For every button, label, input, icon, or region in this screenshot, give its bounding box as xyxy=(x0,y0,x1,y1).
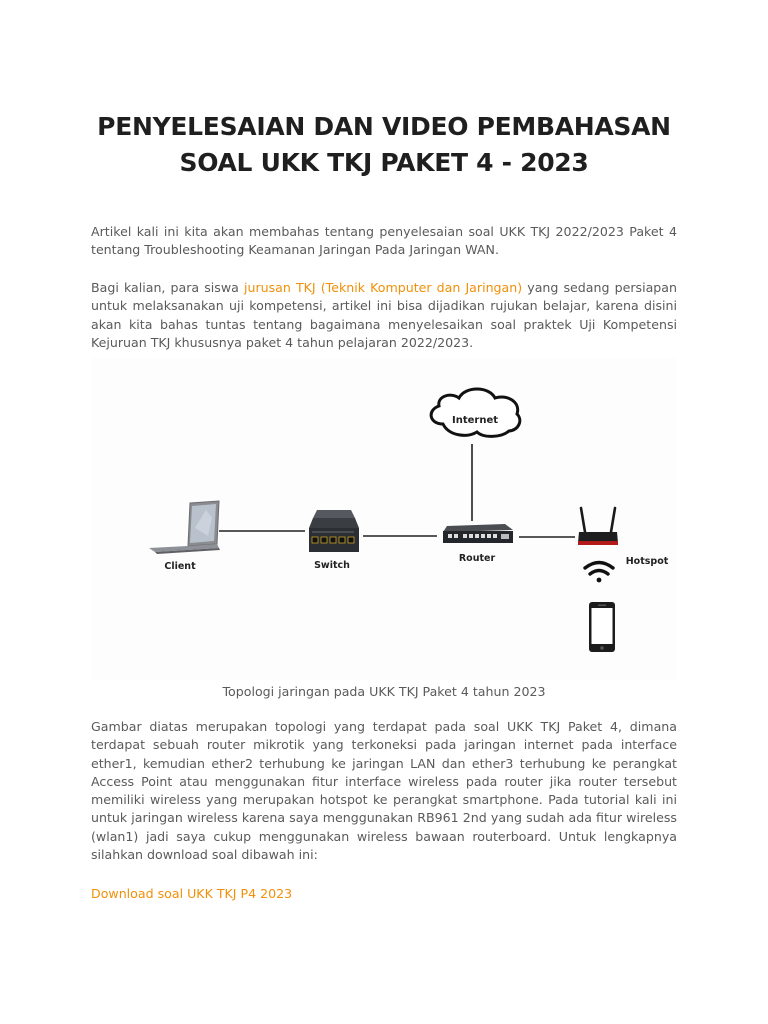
intro-paragraph: Artikel kali ini kita akan membahas tentang penyelesaian soal UKK TKJ 2022/2023 Paket 4 tentang Troubleshooting Keamanan Jaringan Pada Jaringan WAN. xyxy=(91,224,677,258)
router-label: Router xyxy=(458,553,496,564)
access-point-icon xyxy=(578,508,618,545)
router-icon xyxy=(443,524,513,543)
topology-figure xyxy=(91,358,677,680)
paragraph-text: Bagi kalian, para siswa xyxy=(91,280,244,295)
client-label: Client xyxy=(164,561,196,572)
title-line-2: SOAL UKK TKJ PAKET 4 - 2023 xyxy=(179,148,589,177)
download-link[interactable]: Download soal UKK TKJ P4 2023 xyxy=(91,886,293,901)
title-line-1: PENYELESAIAN DAN VIDEO PEMBAHASAN xyxy=(97,112,671,141)
smartphone-icon xyxy=(589,602,615,652)
explanation-paragraph: Gambar diatas merupakan topologi yang terdapat pada soal UKK TKJ Paket 4, dimana terdapat sebuah router mikrotik yang terkoneksi pada jaringan internet pada interface ether1, kemudian ether2 terhubung ke jaringan LAN dan ether3 terhubung ke perangkat Access Point atau menggunakan fitur interface wireless pada router jika router tersebut memiliki wireless yang merupakan hotspot ke perangkat smartphone. Pada tutorial kali ini untuk jaringan wireless karena saya menggunakan RB961 2nd yang sudah ada fitur wireless (wlan1) jadi saya cukup menggunakan wireless bawaan routerboard. Untuk lengkapnya silahkan download soal dibawah ini: xyxy=(91,719,677,863)
internet-label: Internet xyxy=(451,415,499,426)
cloud-icon xyxy=(431,389,520,436)
switch-label: Switch xyxy=(314,560,350,571)
topology-diagram xyxy=(91,358,677,680)
laptop-icon xyxy=(149,501,220,554)
audience-paragraph xyxy=(91,279,677,352)
page-title xyxy=(91,109,677,181)
wifi-icon xyxy=(585,563,613,583)
tkj-major-link[interactable]: jurusan TKJ (Teknik Komputer dan Jaringan) xyxy=(243,280,523,295)
figure-caption: Topologi jaringan pada UKK TKJ Paket 4 tahun 2023 xyxy=(222,684,546,699)
switch-icon xyxy=(309,510,359,552)
paragraph-text: yang sedang persiapan untuk melaksanakan uji kompetensi, artikel ini bisa dijadikan rujukan belajar, karena disini akan kita bahas tuntas tentang bagaimana menyelesaikan soal praktek Uji Kompetensi Kejuruan TKJ khususnya paket 4 tahun pelajaran 2022/2023. xyxy=(91,280,677,350)
hotspot-label: Hotspot xyxy=(625,556,669,567)
